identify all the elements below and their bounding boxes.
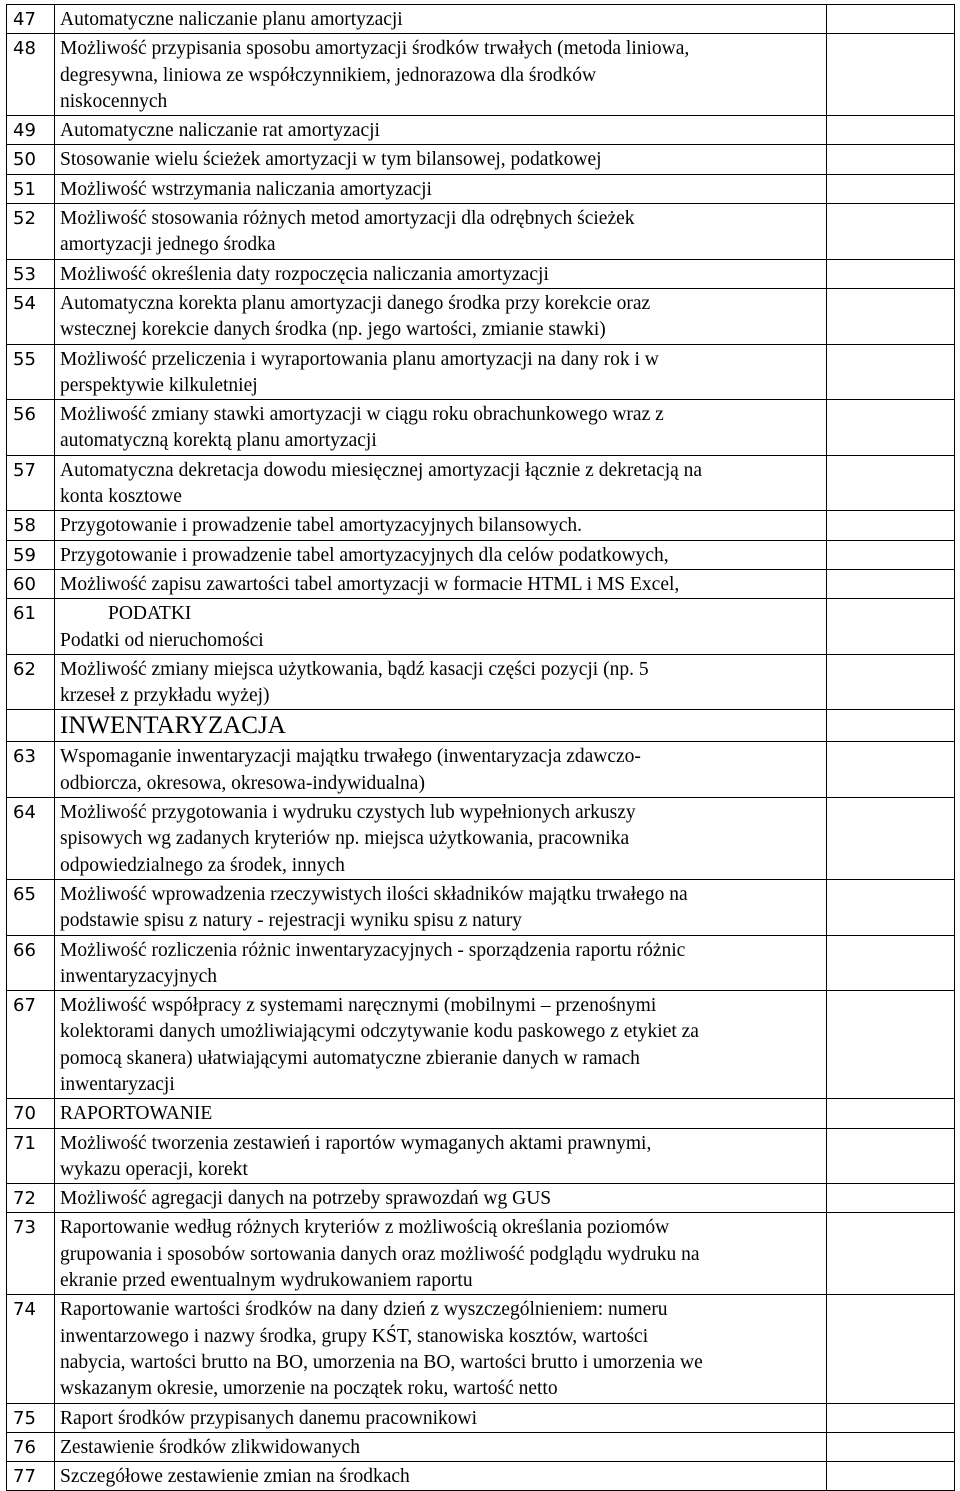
row-number: 52 bbox=[7, 204, 55, 260]
table-row bbox=[7, 34, 955, 116]
empty-answer-cell bbox=[827, 879, 955, 935]
empty-answer-cell bbox=[827, 1184, 955, 1213]
requirement-description bbox=[55, 288, 827, 344]
table-row bbox=[7, 798, 955, 880]
description-line: Zestawienie środków zlikwidowanych bbox=[60, 1436, 361, 1458]
description-line: perspektywie kilkuletniej bbox=[60, 374, 258, 396]
description-line: Możliwość zapisu zawartości tabel amortyzacji w formacie HTML i MS Excel, bbox=[60, 573, 680, 595]
empty-answer-cell bbox=[827, 1213, 955, 1295]
description-line: kolektorami danych umożliwiającymi odczytywanie kodu paskowego z etykiet za bbox=[60, 1021, 699, 1043]
row-number: 73 bbox=[7, 1213, 55, 1295]
requirement-description bbox=[55, 5, 827, 34]
empty-answer-cell bbox=[827, 34, 955, 116]
table-row bbox=[7, 1128, 955, 1184]
description-line: Automatyczne naliczanie planu amortyzacji bbox=[60, 9, 403, 30]
requirement-description bbox=[55, 879, 827, 935]
description-line: Stosowanie wielu ścieżek amortyzacji w tym bilansowej, podatkowej bbox=[60, 149, 602, 171]
row-number: 53 bbox=[7, 259, 55, 288]
row-number: 70 bbox=[7, 1099, 55, 1128]
requirement-description bbox=[55, 174, 827, 203]
table-row bbox=[7, 455, 955, 511]
description-line: Raportowanie wartości środków na dany dzień z wyszczególnieniem: numeru bbox=[60, 1299, 668, 1321]
description-line: degresywna, liniowa ze współczynnikiem, jednorazowa dla środków bbox=[60, 64, 597, 86]
empty-answer-cell bbox=[827, 259, 955, 288]
description-line: amortyzacji jednego środka bbox=[60, 234, 276, 256]
description-line: wstecznej korekcie danych środka (np. jego wartości, zmianie stawki) bbox=[60, 319, 606, 341]
table-row bbox=[7, 742, 955, 798]
empty-answer-cell bbox=[827, 1128, 955, 1184]
description-line: Wspomaganie inwentaryzacji majątku trwałego (inwentaryzacja zdawczo- bbox=[60, 746, 641, 768]
requirement-description bbox=[55, 654, 827, 710]
description-line: Możliwość wprowadzenia rzeczywistych ilości składników majątku trwałego na bbox=[60, 883, 688, 905]
row-number: 56 bbox=[7, 400, 55, 456]
requirement-description bbox=[55, 599, 827, 655]
row-number: 54 bbox=[7, 288, 55, 344]
description-line: Szczegółowe zestawienie zmian na środkach bbox=[60, 1466, 410, 1488]
requirement-description bbox=[55, 344, 827, 400]
requirement-description bbox=[55, 742, 827, 798]
requirement-description bbox=[55, 991, 827, 1099]
description-line: inwentarzowego i nazwy środka, grupy KŚT, stanowiska kosztów, wartości bbox=[60, 1325, 649, 1347]
row-number: 58 bbox=[7, 511, 55, 540]
empty-answer-cell bbox=[827, 1099, 955, 1128]
table-row bbox=[7, 1295, 955, 1403]
section-heading: INWENTARYZACJA bbox=[55, 710, 827, 742]
empty-answer-cell bbox=[827, 710, 955, 742]
table-row bbox=[7, 991, 955, 1099]
description-line: Możliwość wstrzymania naliczania amortyzacji bbox=[60, 178, 432, 200]
description-line: niskocennych bbox=[60, 90, 168, 112]
description-line: Automatyczna dekretacja dowodu miesięcznej amortyzacji łącznie z dekretacją na bbox=[60, 459, 703, 481]
empty-answer-cell bbox=[827, 1462, 955, 1491]
empty-answer-cell bbox=[827, 1432, 955, 1461]
row-number: 65 bbox=[7, 879, 55, 935]
requirement-description bbox=[55, 1128, 827, 1184]
description-line: Przygotowanie i prowadzenie tabel amortyzacyjnych dla celów podatkowych, bbox=[60, 544, 669, 566]
table-row bbox=[7, 259, 955, 288]
requirement-description bbox=[55, 204, 827, 260]
description-line: Możliwość tworzenia zestawień i raportów wymaganych aktami prawnymi, bbox=[60, 1132, 652, 1154]
requirement-description bbox=[55, 1213, 827, 1295]
row-number: 67 bbox=[7, 991, 55, 1099]
table-row bbox=[7, 1432, 955, 1461]
row-number: 49 bbox=[7, 116, 55, 145]
description-line: RAPORTOWANIE bbox=[60, 1103, 213, 1125]
row-number: 51 bbox=[7, 174, 55, 203]
row-number: 62 bbox=[7, 654, 55, 710]
empty-answer-cell bbox=[827, 5, 955, 34]
requirement-description bbox=[55, 935, 827, 991]
description-line: konta kosztowe bbox=[60, 486, 182, 508]
row-number: 76 bbox=[7, 1432, 55, 1461]
requirement-description bbox=[55, 1099, 827, 1128]
row-number: 63 bbox=[7, 742, 55, 798]
empty-answer-cell bbox=[827, 599, 955, 655]
requirement-description bbox=[55, 1184, 827, 1213]
table-row bbox=[7, 145, 955, 174]
row-number: 72 bbox=[7, 1184, 55, 1213]
empty-answer-cell bbox=[827, 935, 955, 991]
description-line: grupowania i sposobów sortowania danych oraz możliwość podglądu wydruku na bbox=[60, 1243, 700, 1265]
description-line: odpowiedzialnego za środek, innych bbox=[60, 854, 345, 876]
table-row bbox=[7, 599, 955, 655]
table-row bbox=[7, 654, 955, 710]
row-number: 71 bbox=[7, 1128, 55, 1184]
description-line: Podatki od nieruchomości bbox=[60, 629, 264, 651]
empty-answer-cell bbox=[827, 511, 955, 540]
description-line: Możliwość określenia daty rozpoczęcia naliczania amortyzacji bbox=[60, 263, 549, 285]
requirement-description bbox=[55, 1295, 827, 1403]
description-line: inwentaryzacji bbox=[60, 1073, 175, 1095]
requirement-description bbox=[55, 145, 827, 174]
row-number: 60 bbox=[7, 569, 55, 598]
table-row bbox=[7, 1184, 955, 1213]
empty-answer-cell bbox=[827, 798, 955, 880]
description-line: wykazu operacji, korekt bbox=[60, 1158, 248, 1180]
empty-answer-cell bbox=[827, 400, 955, 456]
row-number: 59 bbox=[7, 540, 55, 569]
table-row bbox=[7, 540, 955, 569]
empty-answer-cell bbox=[827, 1295, 955, 1403]
empty-answer-cell bbox=[827, 991, 955, 1099]
table-row bbox=[7, 1462, 955, 1491]
description-line: Możliwość współpracy z systemami naręcznymi (mobilnymi – przenośnymi bbox=[60, 995, 657, 1017]
description-line: Możliwość stosowania różnych metod amortyzacji dla odrębnych ścieżek bbox=[60, 208, 635, 230]
row-number bbox=[7, 710, 55, 742]
requirement-description bbox=[55, 1462, 827, 1491]
description-line: inwentaryzacyjnych bbox=[60, 965, 218, 987]
table-row bbox=[7, 710, 955, 742]
description-line: ekranie przed ewentualnym wydrukowaniem raportu bbox=[60, 1270, 473, 1292]
description-line: nabycia, wartości brutto na BO, umorzenia na BO, wartości brutto i umorzenia we bbox=[60, 1351, 703, 1373]
table-row bbox=[7, 1099, 955, 1128]
table-row bbox=[7, 344, 955, 400]
table-row bbox=[7, 1213, 955, 1295]
empty-answer-cell bbox=[827, 1403, 955, 1432]
table-row bbox=[7, 5, 955, 34]
description-line: Raportowanie według różnych kryteriów z możliwością określania poziomów bbox=[60, 1217, 670, 1239]
description-line: Możliwość przypisania sposobu amortyzacji środków trwałych (metoda liniowa, bbox=[60, 38, 690, 60]
table-row bbox=[7, 1403, 955, 1432]
table-row bbox=[7, 288, 955, 344]
row-number: 57 bbox=[7, 455, 55, 511]
description-line: Możliwość rozliczenia różnic inwentaryzacyjnych - sporządzenia raportu różnic bbox=[60, 939, 686, 961]
empty-answer-cell bbox=[827, 654, 955, 710]
row-number: 61 bbox=[7, 599, 55, 655]
description-line: automatyczną korektą planu amortyzacji bbox=[60, 430, 377, 452]
row-number: 66 bbox=[7, 935, 55, 991]
table-row bbox=[7, 935, 955, 991]
table-row bbox=[7, 204, 955, 260]
row-number: 50 bbox=[7, 145, 55, 174]
row-number: 75 bbox=[7, 1403, 55, 1432]
empty-answer-cell bbox=[827, 288, 955, 344]
empty-answer-cell bbox=[827, 742, 955, 798]
description-line: Automatyczna korekta planu amortyzacji danego środka przy korekcie oraz bbox=[60, 292, 651, 314]
description-line: Możliwość przygotowania i wydruku czystych lub wypełnionych arkuszy bbox=[60, 802, 636, 824]
requirement-description bbox=[55, 798, 827, 880]
empty-answer-cell bbox=[827, 174, 955, 203]
requirement-description bbox=[55, 259, 827, 288]
empty-answer-cell bbox=[827, 145, 955, 174]
empty-answer-cell bbox=[827, 540, 955, 569]
empty-answer-cell bbox=[827, 204, 955, 260]
table-row bbox=[7, 879, 955, 935]
empty-answer-cell bbox=[827, 344, 955, 400]
description-line: Możliwość zmiany stawki amortyzacji w ciągu roku obrachunkowego wraz z bbox=[60, 404, 664, 426]
description-line: Raport środków przypisanych danemu pracownikowi bbox=[60, 1407, 477, 1429]
description-line: spisowych wg zadanych kryteriów np. miejsca użytkowania, pracownika bbox=[60, 828, 630, 850]
table-row bbox=[7, 116, 955, 145]
empty-answer-cell bbox=[827, 455, 955, 511]
row-number: 64 bbox=[7, 798, 55, 880]
requirement-description bbox=[55, 400, 827, 456]
requirement-description bbox=[55, 116, 827, 145]
requirement-description bbox=[55, 569, 827, 598]
row-number: 48 bbox=[7, 34, 55, 116]
description-line: Przygotowanie i prowadzenie tabel amortyzacyjnych bilansowych. bbox=[60, 515, 582, 537]
description-line: wskazanym okresie, umorzenie na początek roku, wartość netto bbox=[60, 1378, 558, 1400]
empty-answer-cell bbox=[827, 116, 955, 145]
row-number: 74 bbox=[7, 1295, 55, 1403]
requirement-description bbox=[55, 511, 827, 540]
description-line: Możliwość przeliczenia i wyraportowania planu amortyzacji na dany rok i w bbox=[60, 348, 659, 370]
table-row bbox=[7, 569, 955, 598]
description-line: krzeseł z przykładu wyżej) bbox=[60, 685, 270, 707]
requirements-table-body bbox=[7, 5, 955, 1491]
empty-answer-cell bbox=[827, 569, 955, 598]
requirement-description bbox=[55, 1403, 827, 1432]
requirements-table bbox=[6, 4, 955, 1491]
row-number: 47 bbox=[7, 5, 55, 34]
row-number: 55 bbox=[7, 344, 55, 400]
table-row bbox=[7, 400, 955, 456]
description-line: PODATKI bbox=[108, 603, 192, 625]
description-line: odbiorcza, okresowa, okresowa-indywidualna) bbox=[60, 772, 425, 794]
description-line: pomocą skanera) ułatwiającymi automatyczne zbieranie danych w ramach bbox=[60, 1047, 640, 1069]
table-row bbox=[7, 511, 955, 540]
requirement-description bbox=[55, 34, 827, 116]
row-number: 77 bbox=[7, 1462, 55, 1491]
requirement-description bbox=[55, 455, 827, 511]
requirement-description bbox=[55, 540, 827, 569]
table-row bbox=[7, 174, 955, 203]
description-line: podstawie spisu z natury - rejestracji wyniku spisu z natury bbox=[60, 910, 522, 932]
requirement-description bbox=[55, 1432, 827, 1461]
description-line: Możliwość zmiany miejsca użytkowania, bądź kasacji części pozycji (np. 5 bbox=[60, 658, 649, 680]
description-line: Automatyczne naliczanie rat amortyzacji bbox=[60, 120, 380, 142]
description-line: Możliwość agregacji danych na potrzeby sprawozdań wg GUS bbox=[60, 1188, 552, 1210]
